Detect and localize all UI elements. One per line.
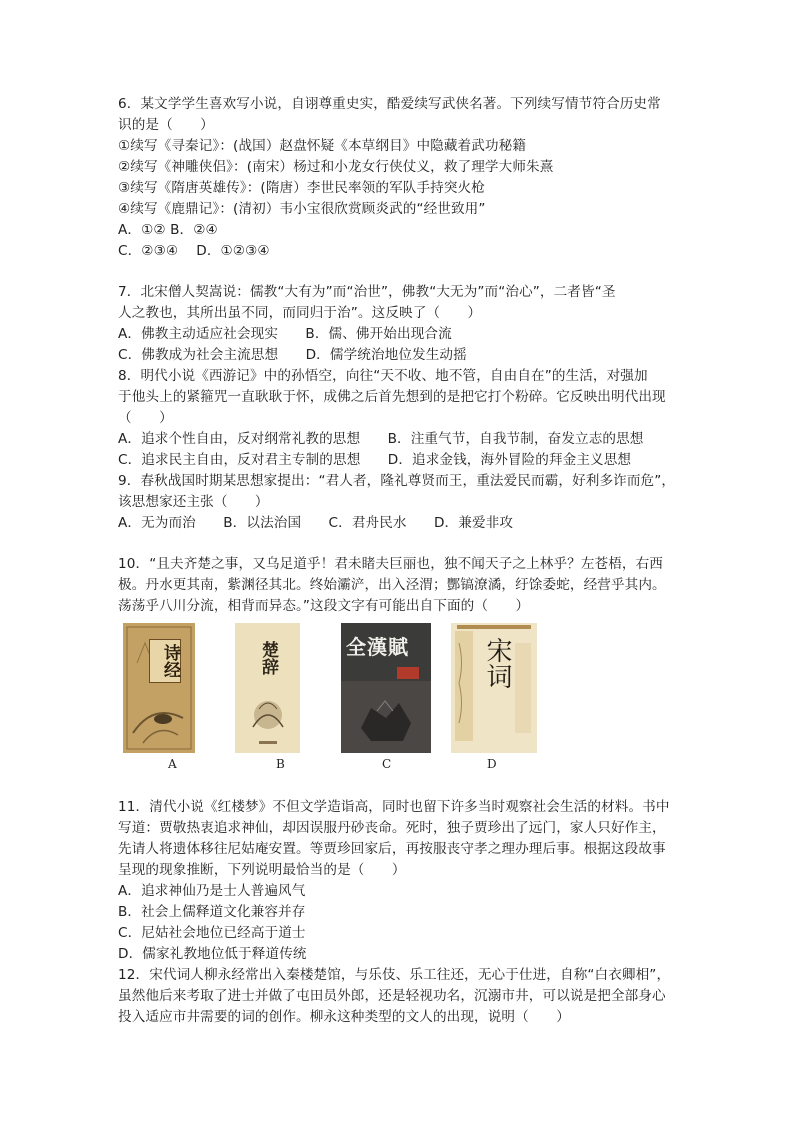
q11-option-a: A．追求神仙乃是士人普遍风气 [118, 883, 306, 899]
q11-stem-line3: 先请人将遗体移往尼姑庵安置。等贾珍回家后，再按服丧守孝之理办理后事。根据这段故事 [118, 841, 666, 857]
q11-option-c: C．尼姑社会地位已经高于道士 [118, 925, 306, 941]
exam-page [118, 94, 678, 1028]
q6-stem-line2: 识的是（ ） [118, 117, 214, 133]
q10-stem-line3: 荡荡乎八川分流，相背而异态。”这段文字有可能出自下面的（ ） [118, 598, 530, 614]
q6-item-1: ①续写《寻秦记》：(战国）赵盘怀疑《本草纲目》中隐藏着武功秘籍 [118, 138, 527, 154]
question-11 [118, 797, 678, 965]
question-10 [118, 554, 678, 777]
book-cover-c [341, 623, 431, 753]
q7-options-line2: C．佛教成为社会主流思想 D．儒学统治地位发生动摇 [118, 347, 467, 363]
q10-stem-line1: 10．“且夫齐楚之事，又乌足道乎！君未睹夫巨丽也，独不闻天子之上林乎？左苍梧，右西 [118, 556, 663, 572]
book-title-a: 诗经 [149, 639, 181, 683]
q6-item-2: ②续写《神雕侠侣》：(南宋）杨过和小龙女行侠仗义，救了理学大师朱熹 [118, 159, 554, 175]
q8-stem-line3: （ ） [118, 410, 173, 426]
book-labels [118, 753, 678, 777]
q12-stem-line3: 投入适应市井需要的词的创作。柳永这种类型的文人的出现，说明（ ） [118, 1009, 570, 1025]
q7-stem-line2: 人之教也，其所出虽不同，而同归于治”。这反映了（ ） [118, 305, 482, 321]
book-title-d: 宋词 [482, 637, 512, 689]
book-cover-b [235, 623, 300, 753]
q8-stem-line1: 8．明代小说《西游记》中的孙悟空，向往“天不收、地不管，自由自在”的生活，对强加 [118, 368, 648, 384]
q9-options: A．无为而治 B．以法治国 C．君舟民水 D．兼爱非攻 [118, 515, 514, 531]
q8-stem-line2: 于他头上的紧箍咒一直耿耿于怀，成佛之后首先想到的是把它打个粉碎。它反映出明代出现 [118, 389, 666, 405]
q11-option-b: B．社会上儒释道文化兼容并存 [118, 904, 306, 920]
q11-stem-line4: 呈现的现象推断，下列说明最恰当的是（ ） [118, 862, 406, 878]
question-6 [118, 94, 678, 262]
q6-stem-line1: 6．某文学学生喜欢写小说，自诩尊重史实，酷爱续写武侠名著。下列续写情节符合历史常 [118, 96, 661, 112]
q6-item-3: ③续写《隋唐英雄传》：(隋唐）李世民率领的军队手持突火枪 [118, 180, 485, 196]
q7-stem-line1: 7．北宋僧人契嵩说：儒教“大有为”而“治世”，佛教“大无为”而“治心”，二者皆“圣 [118, 284, 616, 300]
book-label-a: A [168, 757, 177, 771]
book-title-b: 楚辞 [258, 641, 278, 675]
book-title-c: 全漢賦 [346, 635, 409, 659]
q10-stem-line2: 极。丹水更其南，紫渊径其北。终始灞浐，出入泾渭；酆镐潦潏，纡馀委蛇，经营乎其内。 [118, 577, 666, 593]
q6-item-4: ④续写《鹿鼎记》：(清初）韦小宝很欣赏顾炎武的“经世致用” [118, 201, 486, 217]
q9-stem-line2: 该思想家还主张（ ） [118, 494, 269, 510]
question-7 [118, 282, 678, 366]
book-label-b: B [276, 757, 285, 771]
q11-stem-line2: 写道：贾敬热衷追求神仙，却因误服丹砂丧命。死时，独子贾珍出了远门，家人只好作主， [118, 820, 666, 836]
question-9 [118, 471, 678, 534]
question-12 [118, 965, 678, 1028]
q6-options-line2: C．②③④ D．①②③④ [118, 243, 270, 259]
q12-stem-line1: 12．宋代词人柳永经常出入秦楼楚馆，与乐伎、乐工往还，无心于仕进，自称“白衣卿相”， [118, 967, 671, 983]
book-label-d: D [487, 757, 497, 771]
q6-options-line1: A．①② B．②④ [118, 222, 218, 238]
q11-stem-line1: 11．清代小说《红楼梦》不但文学造诣高，同时也留下许多当时观察社会生活的材料。书中 [118, 799, 670, 815]
q11-option-d: D．儒家礼教地位低于释道传统 [118, 946, 307, 962]
book-cover-d [451, 623, 537, 753]
q8-options-line1: A．追求个性自由，反对纲常礼教的思想 B．注重气节，自我节制，奋发立志的思想 [118, 431, 644, 447]
book-cover-a [123, 623, 195, 753]
question-8 [118, 366, 678, 471]
q8-options-line2: C．追求民主自由，反对君主专制的思想 D．追求金钱，海外冒险的拜金主义思想 [118, 452, 632, 468]
book-label-c: C [382, 757, 392, 771]
q7-options-line1: A．佛教主动适应社会现实 B．儒、佛开始出现合流 [118, 326, 452, 342]
q9-stem-line1: 9．春秋战国时期某思想家提出：“君人者，隆礼尊贤而王，重法爱民而霸，好利多诈而危”， [118, 473, 676, 489]
q12-stem-line2: 虽然他后来考取了进士并做了屯田员外郎，还是轻视功名，沉溺市井，可以说是把全部身心 [118, 988, 666, 1004]
book-covers [118, 623, 678, 753]
